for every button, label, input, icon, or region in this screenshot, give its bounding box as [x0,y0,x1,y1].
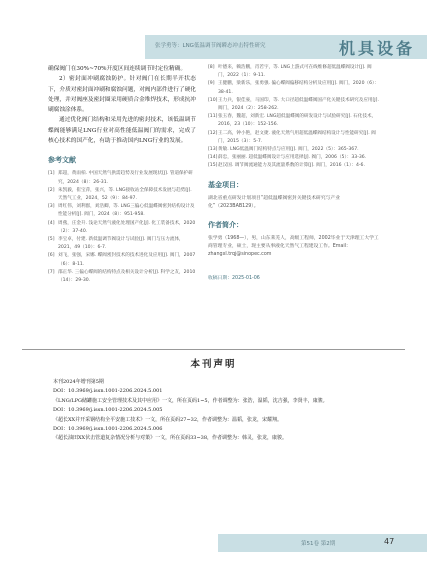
reference-number: [11] [208,114,218,120]
reference-number: [9] [208,81,215,87]
reference-text: 薛忠，张丽丽. 超低温蝶阀设计与应用选择[J]. 阀门，2006（5）：33-36. [218,155,367,161]
body-paragraph: 2）密封面冲刷腐蚀防护。针对阀门在长期半开状态下，介质对密封面冲刷和腐蚀问题，对阀内部件进行了硬化处理，并对阀座及密封圈采用硬质合金堆焊技术，形成抗冲刷腐蚀涂体系。 [48,76,196,114]
body-paragraph: 确保阀门在30%~70%开度区间连续调节时定位精确。 [48,66,187,72]
reference-text: 王力兵，银佳豪，马国印，等. 大口径超低温蝶阀国产化关键技术研究及应用[J]. 阀门，2024（2）：258-262. [218,97,379,112]
reference-number: [10] [208,97,218,103]
references-heading: 参考文献 [48,156,76,165]
notice-line: DOI：10.3969/j.issn.1001-2206.2024.5.005 [53,407,163,414]
reference-text: 叶德来，赖浩鹏，肖若宇，等. LNG上游式可在线维修超低温蝶阀设计[J]. 阀门，2022（1）：9-11. [218,65,372,79]
section-divider [22,349,405,350]
reference-item [48,252,196,268]
reference-item [208,162,380,170]
reference-text: 邵正华. 三偏心蝶阀的结构特点及相关设计分析[J]. 科学之友，2010（14）：29-30. [58,269,196,284]
issue-label: 第51卷 第2期 [301,541,336,547]
reference-number: [12] [208,130,218,136]
reference-item [48,170,196,186]
references-list-continued [208,64,380,171]
reference-text: 黄敏. LNG低温阀门结构特点与应用[J]. 阀门，2022（5）：365-367. [218,147,359,153]
reference-number: [15] [208,163,218,169]
reference-text: 周燕，庄金升. 浅论天然气液化处理国产化[J]. 化工装备技术，2020（2）：37-40. [58,220,196,234]
author-heading: 作者简介： [208,221,243,230]
references-list [48,170,196,285]
left-column [48,64,196,285]
notice-line: 《超长油田XX伏击管道复杂情况分析与对策》一文，所在页码33~38，作者调整为：韩灵，张龙，康骏。 [53,435,288,442]
reference-text: 周红伟，刘利群，刘浩卿，等. LNG三偏心低温蝶阀密封结构设计及性能分析[J]. 阀门，2024（8）：951-958. [58,204,195,218]
notice-title: 本刊声明 [190,359,237,370]
reference-text: 王二高，钟小艳，赵文捷. 液化天然气用超低温蝶阀结构设计与性能研究[J]. 阀门，2015（3）：5-7. [218,130,376,144]
reference-text: 张玉春，魏超，刘新宏. LNG超低温蝶阀的研发设计与试验研究[J]. 石化技术，2016，23（10）：152-156. [218,114,377,128]
fund-text: 湖北省重点研发计划项目“超低温蝶阀密封关键技术研究与产业化”（2023BAB129）。 [208,195,341,209]
reference-text: 赵汉国. 调节阀流通能力及其流量系数的计算[J]. 阀门，2016（1）：4-6. [218,163,365,169]
reference-item [48,220,196,236]
reference-number: [6] [48,253,55,259]
reference-number: [7] [48,269,55,275]
notice-line: DOI：10.3969/j.issn.1001-2206.2024.5.006 [53,426,163,433]
reference-number: [3] [48,204,55,210]
reference-item [208,146,380,154]
reference-text: 李宝卓，付建. 新低温调节阀设计与试验[J]. 阀门与压力流体，2021，49（10）：6-7. [58,237,184,251]
body-paragraph: 通过优化阀门结构和采用先进的密封技术，该低温调节蝶阀能够满足LNG行业对高性能低温阀门的需求，完成了核心技术的国产化，有助于推动国内LNG行业的发展。 [48,117,196,145]
reference-item [48,236,196,252]
reference-item [208,64,380,80]
reference-item [48,187,196,203]
reference-item [48,269,196,285]
right-column [208,64,380,281]
fund-heading: 基金项目： [208,180,243,189]
reference-number: [4] [48,220,55,226]
notice-line: 《LNG/LPG储罐施工安全管理技术及其中应用》一文，所在页码1~5，作者调整为：张浩，温韬，沈吉强，李贤丰，康骏。 [53,397,328,404]
reference-item [208,97,380,113]
running-header: 张学勇等：LNG低温调节阀瞬态冲击特性研究 [155,43,266,49]
author-bio: 张学勇（1968—），男，山东莱芜人，高级工程师，2002毕业于天津理工大学工商管理专业，硕士，现主要从事液化天然气工程建设工作。Email：zhangxl.trqj@sinopec.com [208,236,379,258]
notice-line: DOI：10.3969/j.issn.1001-2206.2024.5.001 [53,388,163,395]
reference-number: [13] [208,147,218,153]
reference-text: 郑超，黄雨柏. 中国天然气供需趋势及行业发展现状[J]. 管道保护研究，2024（8）：26-31. [58,171,193,185]
reference-item [208,80,380,96]
received-date: 收稿日期：2025-01-06 [208,275,260,281]
section-title: 机具设备 [338,39,415,58]
reference-item [48,203,196,219]
reference-item [208,113,380,129]
notice-body [53,378,393,444]
reference-number: [2] [48,187,55,193]
reference-number: [8] [208,65,215,70]
page-number: 47 [384,537,395,546]
reference-item [208,154,380,162]
reference-text: 王健鹏，梁新乐，张勇强. 偏心蝶阀偏移结构分析及应用[J]. 阀门，2020（6）：38-41. [218,81,379,95]
reference-number: [14] [208,155,218,161]
reference-text: 朱凯毅，崔宝萍，张兴，等. LNG接收站全保障技术发展与趋势[J]. 天然气工业，2024，52（9）：84-97. [58,187,192,201]
reference-number: [5] [48,237,55,242]
reference-text: 刘飞，张强，宋娜. 蝶阀密封技术的技术进化及应用[J]. 阀门，2007（6）：8-11. [58,253,196,267]
notice-line: 《超长XX并开采钢结构全平安施工技术》一文，所在页码27~32，作者调整为：温韬，张龙，宋耀翔。 [53,416,283,423]
reference-item [208,130,380,146]
reference-number: [1] [48,171,55,177]
notice-line: 本刊2024年增刊第5期 [53,379,104,385]
